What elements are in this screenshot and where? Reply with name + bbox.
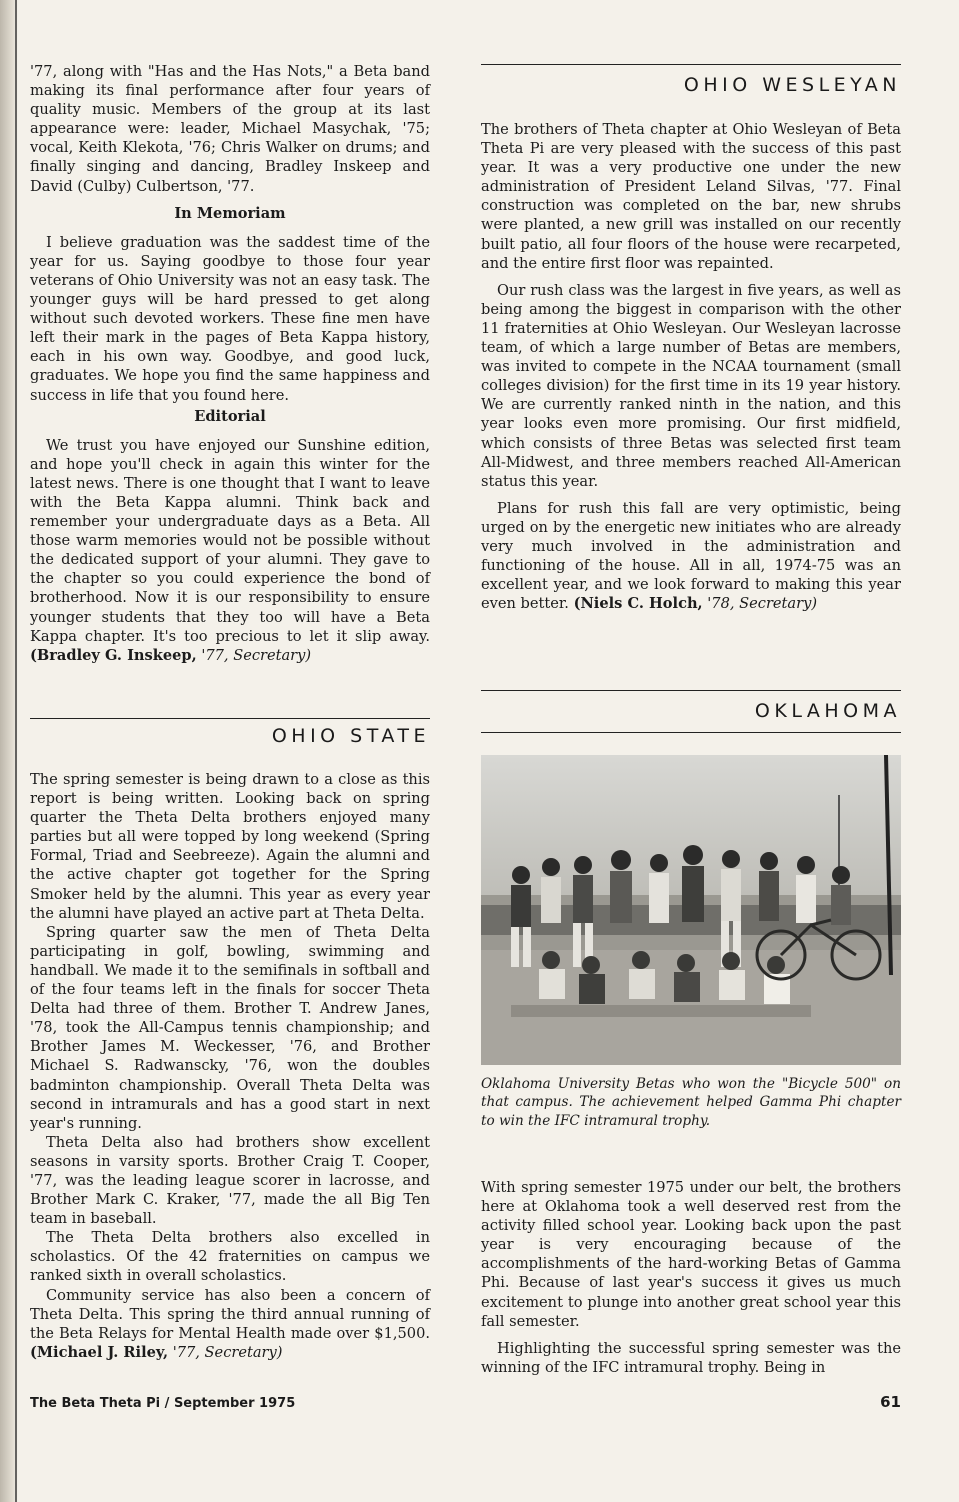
ohio-state-p1: The spring semester is being drawn to a close as this report is being written. Looking back on spring quarter the Theta Delta brothers enjoyed many parties but all were topped by long weekend (Spring Formal, Triad and Seebreeze). Again the alumni and the active chapter got together for the Spring Smoker held by the alumni. This year as every year the alumni have played an active part at Theta Delta. (30, 771, 430, 922)
memoriam-heading: In Memoriam (174, 204, 286, 222)
group-photo-image (481, 755, 901, 1065)
ohio-state-title: OHIO STATE (271, 725, 430, 747)
page-binding-edge (0, 0, 18, 1502)
ohio-state-body (30, 770, 430, 1362)
ohio-wesleyan-p3-body: Plans for rush this fall are very optimistic, being urged on by the energetic new initiates who are already very much involved in the administration and functioning of the house. All in all, 1974-75 was an excellent year, and we look forward to making this year even better. (481, 499, 901, 613)
oklahoma-p2: Highlighting the successful spring semester was the winning of the IFC intramural trophy. Being in (481, 1339, 901, 1376)
ohio-wesleyan-p1: The brothers of Theta chapter at Ohio Wesleyan of Beta Theta Pi are very pleased with the success of this past year. It was a very productive one under the new administration of President Leland Silvas, '77. Final construction was completed on the bar, new shrubs were planted, a new grill was installed on our recently built patio, all four floors of the house were recarpeted, and the entire first floor was repainted. (481, 121, 901, 272)
ohio-wesleyan-rule (481, 64, 901, 65)
ohio-wesleyan-signature-name: (Niels C. Holch, (573, 595, 703, 613)
ohio-state-signature-rest: '77, Secretary) (168, 1343, 283, 1361)
oklahoma-body (481, 1178, 901, 1377)
ohio-wesleyan-p2: Our rush class was the largest in five years, as well as being among the biggest in comparison with the other 11 fraternities at Ohio Wesleyan. Our Wesleyan lacrosse team, of which a large number of Betas are members, was invited to compete in the NCAA tournament (small colleges division) for the first time in its 19 year history. We are currently ranked ninth in the nation, and this year looks even more promising. Our first midfield, which consists of three Betas was selected first team All-Midwest, and three members reached All-American status this year. (481, 281, 901, 490)
ohio-state-signature-name: (Michael J. Riley, (30, 1343, 169, 1361)
memoriam-paragraph: I believe graduation was the saddest time of the year for us. Saying goodbye to those four year veterans of Ohio University was not an easy task. The younger guys will be hard pressed to get along without such devoted workers. These fine men have left their mark in the pages of Beta Kappa history, each in his own way. Goodbye, and good luck, graduates. We hope you find the same happiness and success in life that you found here. (30, 233, 430, 404)
left-column (30, 62, 430, 665)
ohio-state-p3: Theta Delta also had brothers show excellent seasons in varsity sports. Brother Craig T. Cooper, '77, was the leading league scorer in lacrosse, and Brother Mark C. Kraker, '77, made the all Big Ten team in baseball. (30, 1133, 430, 1228)
publication-footer: The Beta Theta Pi / September 1975 (30, 1396, 296, 1411)
intro-paragraph: '77, along with "Has and the Has Nots," a Beta band making its final performance after four years of quality music. Members of the group at its last appearance were: leader, Michael Masychak, '75; vocal, Keith Klekota, '76; Chris Walker on drums; and finally singing and dancing, Bradley Inskeep and David (Culby) Culbertson, '77. (30, 63, 430, 195)
ohio-wesleyan-body (481, 120, 901, 613)
editorial-signature-rest: '77, Secretary) (196, 646, 312, 664)
oklahoma-title: OKLAHOMA (754, 700, 901, 722)
oklahoma-group-photo (481, 755, 901, 1065)
editorial-paragraph (30, 436, 430, 665)
editorial-heading: Editorial (194, 407, 266, 425)
oklahoma-rule-bottom (481, 732, 901, 733)
ohio-state-rule (30, 718, 430, 719)
editorial-signature-name: (Bradley G. Inskeep, (30, 646, 197, 664)
ohio-state-p5-body: Community service has also been a concern of Theta Delta. This spring the third annual running of the Beta Relays for Mental Health made over $1,500. (30, 1286, 430, 1342)
editorial-body: We trust you have enjoyed our Sunshine edition, and hope you'll check in again this winter for the latest news. There is one thought that I want to leave with the Beta Kappa alumni. Think back and remember your undergraduate days as a Beta. All those warm memories would not be possible without the dedicated support of your alumni. They gave to the chapter so you could experience the bond of brotherhood. Now it is our responsibility to ensure younger students that they too will have a Beta Kappa chapter. It's too precious to let it slip away. (30, 436, 430, 645)
oklahoma-rule (481, 690, 901, 691)
ohio-wesleyan-signature-rest: '78, Secretary) (702, 595, 818, 613)
oklahoma-p1: With spring semester 1975 under our belt, the brothers here at Oklahoma took a well deserved rest from the activity filled school year. Looking back upon the past year is very encouraging because of the accomplishments of the hard-working Betas of Gamma Phi. Because of last year's success it gives us much excitement to plunge into another great school year this fall semester. (481, 1179, 901, 1330)
ohio-state-p5 (30, 1286, 430, 1362)
ohio-state-p4: The Theta Delta brothers also excelled in scholastics. Of the 42 fraternities on campus we ranked sixth in overall scholastics. (30, 1229, 430, 1285)
ohio-wesleyan-title: OHIO WESLEYAN (683, 74, 901, 96)
ohio-state-p2: Spring quarter saw the men of Theta Delta participating in golf, bowling, swimming and handball. We made it to the semifinals in softball and of the four teams left in the finals for soccer Theta Delta had three of them. Brother T. Andrew Janes, '78, took the All-Campus tennis championship; and Brother James M. Weckesser, '76, and Brother Michael S. Radwanscky, '76, won the doubles badminton championship. Overall Theta Delta was second in intramurals and has a good start in next year's running. (30, 923, 430, 1132)
ohio-wesleyan-p3 (481, 499, 901, 614)
photo-caption: Oklahoma University Betas who won the "Bicycle 500" on that campus. The achievement helped Gamma Phi chapter to win the IFC intramural trophy. (481, 1076, 901, 1129)
page-number: 61 (880, 1393, 901, 1411)
